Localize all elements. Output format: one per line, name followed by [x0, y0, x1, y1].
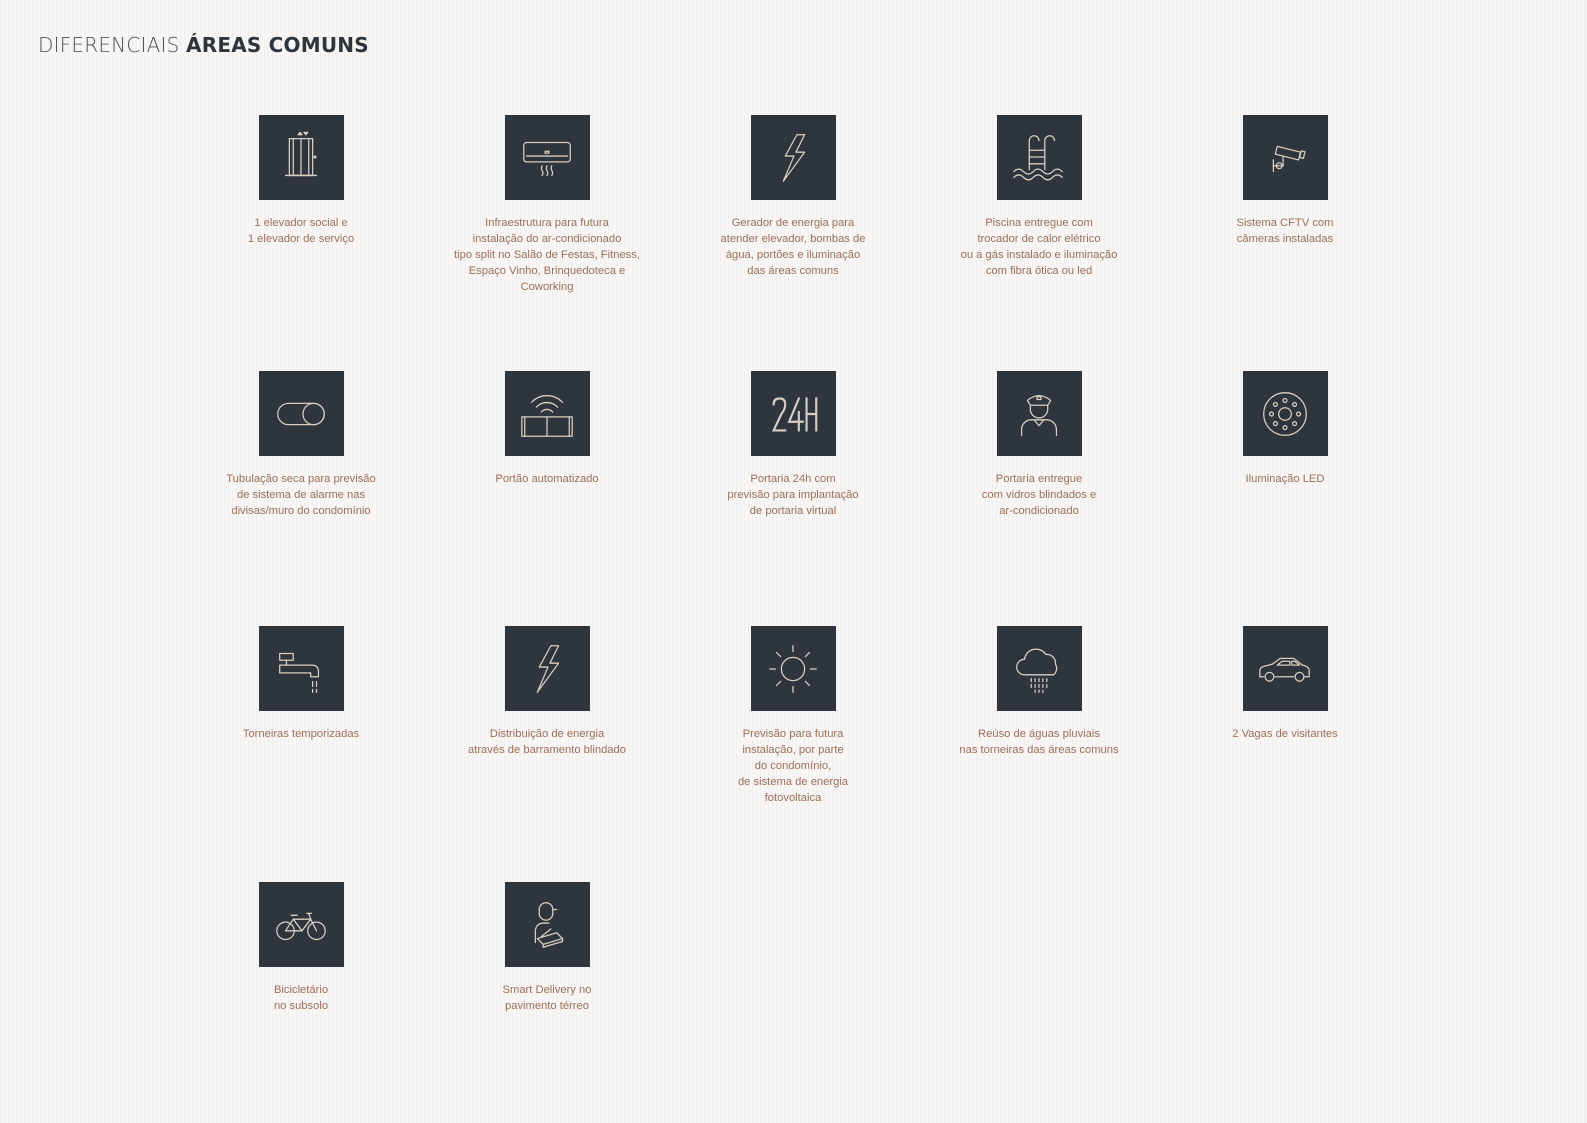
air-conditioner-icon: [505, 115, 590, 200]
feature-label: Portão automatizado: [495, 473, 599, 485]
feature-smart-delivery: [437, 882, 657, 1014]
doorman-icon: [997, 371, 1082, 456]
feature-led: [1175, 371, 1395, 487]
feature-label: Bicicletário no subsolo: [273, 984, 329, 1012]
feature-rainwater: [929, 626, 1149, 758]
feature-label: Portaria 24h com previsão para implantação de portaria virtual: [727, 473, 859, 517]
alarm-toggle-icon: [259, 371, 344, 456]
feature-label: Piscina entregue com trocador de calor elétrico ou a gás instalado e iluminação com fibra ótica ou led: [960, 217, 1118, 277]
security-camera-icon: [1243, 115, 1328, 200]
feature-faucets: [191, 626, 411, 742]
feature-elevator: [191, 115, 411, 247]
feature-label: Tubulação seca para previsão de sistema de alarme nas divisas/muro do condomínio: [226, 473, 376, 517]
feature-cctv: [1175, 115, 1395, 247]
feature-air-conditioning: [437, 115, 657, 295]
feature-visitor-parking: [1175, 626, 1395, 742]
elevator-icon: [259, 115, 344, 200]
feature-label: Previsão para futura instalação, por parte do condomínio, de sistema de energia fotovoltaica: [737, 728, 849, 804]
car-icon: [1243, 626, 1328, 711]
faucet-icon: [259, 626, 344, 711]
feature-generator: [683, 115, 903, 279]
rain-cloud-icon: [997, 626, 1082, 711]
feature-label: Infraestrutura para futura instalação do ar-condicionado tipo split no Salão de Festas, Fitness, Espaço Vinho, Brinquedoteca e Coworking: [454, 217, 640, 293]
feature-energy-distribution: [437, 626, 657, 758]
pool-ladder-icon: [997, 115, 1082, 200]
feature-label: Sistema CFTV com câmeras instaladas: [1236, 217, 1334, 245]
feature-solar: [683, 626, 903, 806]
automatic-gate-icon: [505, 371, 590, 456]
feature-alarm: [191, 371, 411, 519]
feature-label: Torneiras temporizadas: [242, 728, 360, 740]
bicycle-icon: [259, 882, 344, 967]
feature-pool: [929, 115, 1149, 279]
feature-gate: [437, 371, 657, 487]
feature-label: Reúso de águas pluviais nas torneiras das áreas comuns: [959, 728, 1119, 756]
lightning-icon: [751, 115, 836, 200]
page-title-bold: ÁREAS COMUNS: [186, 33, 369, 57]
led-light-icon: [1243, 371, 1328, 456]
page-title-light: DIFERENCIAIS: [38, 33, 180, 57]
sun-icon: [751, 626, 836, 711]
lightning-icon: [505, 626, 590, 711]
delivery-person-icon: [505, 882, 590, 967]
feature-bike-rack: [191, 882, 411, 1014]
feature-label: Gerador de energia para atender elevador, bombas de água, portões e iluminação das áreas comuns: [720, 217, 866, 277]
feature-label: Portaria entregue com vidros blindados e ar-condicionado: [981, 473, 1097, 517]
feature-label: 2 Vagas de visitantes: [1232, 728, 1338, 740]
feature-label: Smart Delivery no pavimento térreo: [502, 984, 592, 1012]
feature-24h: [683, 371, 903, 519]
feature-label: Iluminação LED: [1245, 473, 1325, 485]
feature-label: 1 elevador social e 1 elevador de serviço: [247, 217, 355, 245]
page-title: [38, 33, 369, 57]
feature-label: Distribuição de energia através de barramento blindado: [468, 728, 626, 756]
feature-doorman: [929, 371, 1149, 519]
24h-icon: [751, 371, 836, 456]
